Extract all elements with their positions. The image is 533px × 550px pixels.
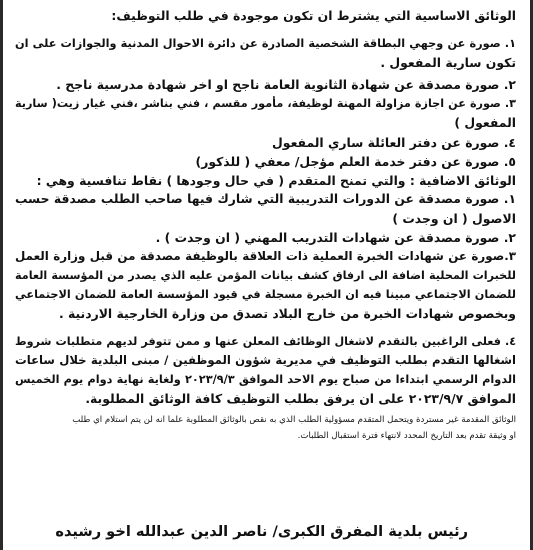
notice-line-1: الوثائق المقدمة غير مستردة ويتحمل المتقدم مسؤولية الطلب الذي به نقص بالوثائق المطلوبة علما انه لن يتم استلام اي طلب: [72, 414, 516, 425]
signature-line: رئيس بلدية المفرق الكبرى/ ناصر الدين عبدالله اخو رشيده: [55, 523, 468, 540]
basic-item-4: ٤. صورة عن دفتر العائلة ساري المفعول: [272, 134, 516, 150]
additional-item-3-line-3: للضمان الاجتماعي مبينا فيه ان الخبرة مسجلة في قيود المؤسسة العامة للضمان الاجتماعي: [15, 288, 516, 302]
basic-item-3-continuation: المفعول ): [454, 115, 516, 131]
applicants-paragraph-line-3: الدوام الرسمي ابتداءا من صباح يوم الاحد الموافق ٢٠٢٣/٩/٣ ولغاية نهاية دوام يوم الخميس: [15, 371, 516, 386]
applicants-paragraph-line-1: ٤. فعلى الراغبين بالتقدم لاشغال الوظائف المعلن عنها و ممن تتوفر لديهم متطلبات شروط: [15, 334, 516, 348]
additional-item-1-continuation: الاصول ( ان وجدت ): [392, 210, 516, 226]
basic-item-2: ٢. صورة مصدقة عن شهادة الثانوية العامة ناجح او اخر شهادة مدرسية ناجح .: [56, 77, 516, 93]
basic-documents-heading: الوثائق الاساسية التي يشترط ان تكون موجودة في طلب التوظيف:: [111, 8, 516, 23]
basic-item-3: ٣. صورة عن اجازة مزاولة المهنة لوظيفة، مأمور مقسم ، فني بناشر ،فني غيار زيت( سارية: [15, 97, 516, 111]
applicants-paragraph-line-4: الموافق ٢٠٢٣/٩/٧ على ان يرفق بطلب التوظيف كافة الوثائق المطلوبة.: [85, 390, 516, 406]
additional-item-1: ١. صورة مصدقة عن الدورات التدريبية التي شارك فيها صاحب الطلب مصدقة حسب: [15, 191, 516, 206]
additional-documents-heading: الوثائق الاضافية : والتي تمنح المتقدم ( في حال وجودها ) نقاط تنافسية وهي :: [36, 172, 516, 188]
additional-item-3: ٣.صورة عن شهادات الخبرة العملية ذات العلاقة بالوظيفة مصدقة من قبل وزارة العمل: [15, 249, 516, 264]
additional-item-3-line-4: وبخصوص شهادات الخبرة من خارج البلاد تصدق من وزارة الخارجية الاردنية .: [58, 306, 516, 322]
notice-line-2: او وثيقة تقدم بعد التاريخ المحدد لانتهاء فترة استقبال الطلبات.: [297, 430, 516, 441]
basic-item-5: ٥. صورة عن دفتر خدمة العلم مؤجل/ معفي ( للذكور): [195, 153, 516, 169]
additional-item-2: ٢. صورة مصدقة عن شهادات التدريب المهني ( ان وجدت ) .: [155, 230, 516, 246]
applicants-paragraph-line-2: اشغالها التقدم بطلب التوظيف في مديرية شؤون الموظفين / مبنى البلدية خلال ساعات: [15, 352, 516, 367]
basic-item-1: ١. صورة عن وجهي البطاقة الشخصية الصادرة عن دائرة الاحوال المدنية والجوازات على ان: [15, 37, 516, 51]
basic-item-1-continuation: تكون سارية المفعول .: [380, 55, 516, 71]
additional-item-3-line-2: للخبرات المحلية اضافة الى ارفاق كشف بيانات المؤمن عليه الذي يصدر من المؤسسة العامة: [15, 269, 516, 283]
